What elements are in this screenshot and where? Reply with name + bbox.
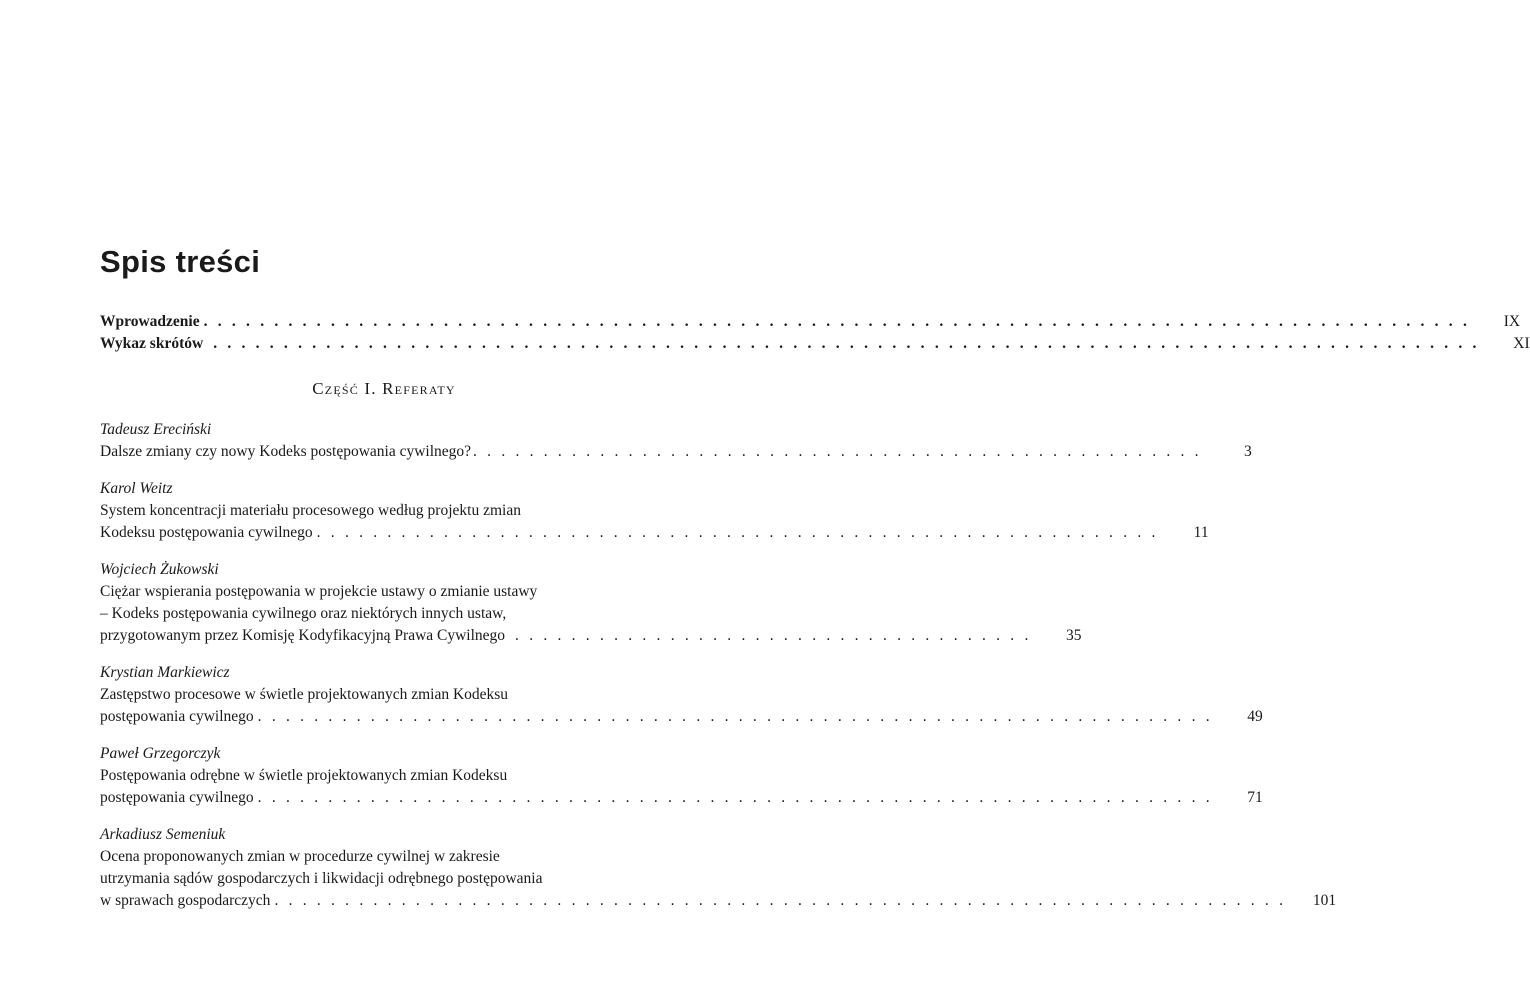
toc-entry[interactable] [100, 478, 1209, 544]
toc-entry[interactable] [100, 824, 1337, 912]
toc-page-number: 3 [1244, 443, 1252, 460]
leader-dots: . . . . . . . . . . . . . . . . . . . . . . . . . . . . . . . . . . . . . . . . . . . . . . . . . . . . . . . . . . . . . . . . . . . . [257, 708, 1213, 725]
entry-author: Karol Weitz [100, 480, 173, 497]
entry-author: Paweł Grzegorczyk [100, 745, 221, 762]
entry-title: postępowania cywilnego [100, 789, 254, 806]
toc-page-number: 35 [1066, 627, 1082, 644]
toc-entry-label: Wprowadzenie [100, 313, 200, 330]
toc-entry[interactable] [100, 419, 1252, 463]
front-matter-list [100, 311, 1530, 355]
leader-dots: . . . . . . . . . . . . . . . . . . . . . . . . . . . . . . . . . . . . . [515, 627, 1032, 644]
entry-title-last-line [100, 522, 1209, 544]
toc-page [100, 0, 1530, 994]
entry-title-last-line [100, 890, 1337, 912]
toc-entries [100, 419, 1337, 927]
entry-title-last-line [100, 787, 1263, 809]
entry-title: Kodeksu postępowania cywilnego [100, 524, 313, 541]
toc-page-number: 101 [1312, 892, 1337, 909]
entry-title: Dalsze zmiany czy nowy Kodeks postępowania cywilnego? [100, 443, 472, 460]
toc-page-number: 71 [1247, 789, 1263, 806]
toc-entry[interactable] [100, 662, 1263, 728]
entry-title-line: Postępowania odrębne w świetle projektowanych zmian Kodeksu [100, 767, 508, 784]
entry-title-line: Zastępstwo procesowe w świetle projektowanych zmian Kodeksu [100, 686, 509, 703]
toc-page-number: 11 [1193, 524, 1209, 541]
entry-title-line: utrzymania sądów gospodarczych i likwidacji odrębnego postępowania [100, 870, 543, 887]
toc-page-number: XI [1513, 335, 1530, 352]
entry-title-line: System koncentracji materiału procesowego według projektu zmian [100, 502, 521, 519]
entry-title-line: – Kodeks postępowania cywilnego oraz niektórych innych ustaw, [100, 605, 507, 622]
entry-title: w sprawach gospodarczych [100, 892, 271, 909]
page-title: Spis treści [100, 244, 261, 279]
toc-page-number: IX [1503, 313, 1521, 330]
leader-dots: . . . . . . . . . . . . . . . . . . . . . . . . . . . . . . . . . . . . . . . . . . . . . . . . . . . . [473, 443, 1202, 460]
entry-title: postępowania cywilnego [100, 708, 254, 725]
toc-entry-introduction[interactable] [100, 311, 1521, 333]
entry-title-line: Ciężar wspierania postępowania w projekcie ustawy o zmianie ustawy [100, 583, 538, 600]
entry-author: Krystian Markiewicz [100, 664, 230, 681]
toc-entry[interactable] [100, 559, 1082, 647]
entry-author: Wojciech Żukowski [100, 561, 219, 578]
entry-title-line: Ocena proponowanych zmian w procedurze cywilnej w zakresie [100, 848, 500, 865]
entry-title: przygotowanym przez Komisję Kodyfikacyjną Prawa Cywilnego [100, 627, 506, 644]
leader-dots: . . . . . . . . . . . . . . . . . . . . . . . . . . . . . . . . . . . . . . . . . . . . . . . . . . . . . . . . . . . . . . . . . . . . . . . . . . . . . . . . . . . . . . . . . . [213, 335, 1480, 352]
entry-title-last-line [100, 625, 1082, 647]
entry-title-last-line [100, 441, 1252, 463]
toc-page-number: 49 [1247, 708, 1263, 725]
leader-dots: . . . . . . . . . . . . . . . . . . . . . . . . . . . . . . . . . . . . . . . . . . . . . . . . . . . . . . . . . . . . . . . . . . . . . . . . . . . . . . . . . . . . . . . . . . [203, 313, 1471, 330]
leader-dots: . . . . . . . . . . . . . . . . . . . . . . . . . . . . . . . . . . . . . . . . . . . . . . . . . . . . . . . . . . . . . . . . . . . . . . . . [274, 892, 1287, 909]
toc-entry[interactable] [100, 743, 1263, 809]
entry-author: Arkadiusz Semeniuk [100, 826, 226, 843]
leader-dots: . . . . . . . . . . . . . . . . . . . . . . . . . . . . . . . . . . . . . . . . . . . . . . . . . . . . . . . . . . . . . . . . . . . . [257, 789, 1213, 806]
toc-entry-abbreviations[interactable] [100, 333, 1530, 355]
entry-author: Tadeusz Ereciński [100, 421, 212, 438]
leader-dots: . . . . . . . . . . . . . . . . . . . . . . . . . . . . . . . . . . . . . . . . . . . . . . . . . . . . . . . . . . . . [316, 524, 1159, 541]
entry-title-last-line [100, 706, 1263, 728]
part-heading: Część I. Referaty [312, 379, 456, 398]
toc-entry-label: Wykaz skrótów [100, 335, 204, 352]
